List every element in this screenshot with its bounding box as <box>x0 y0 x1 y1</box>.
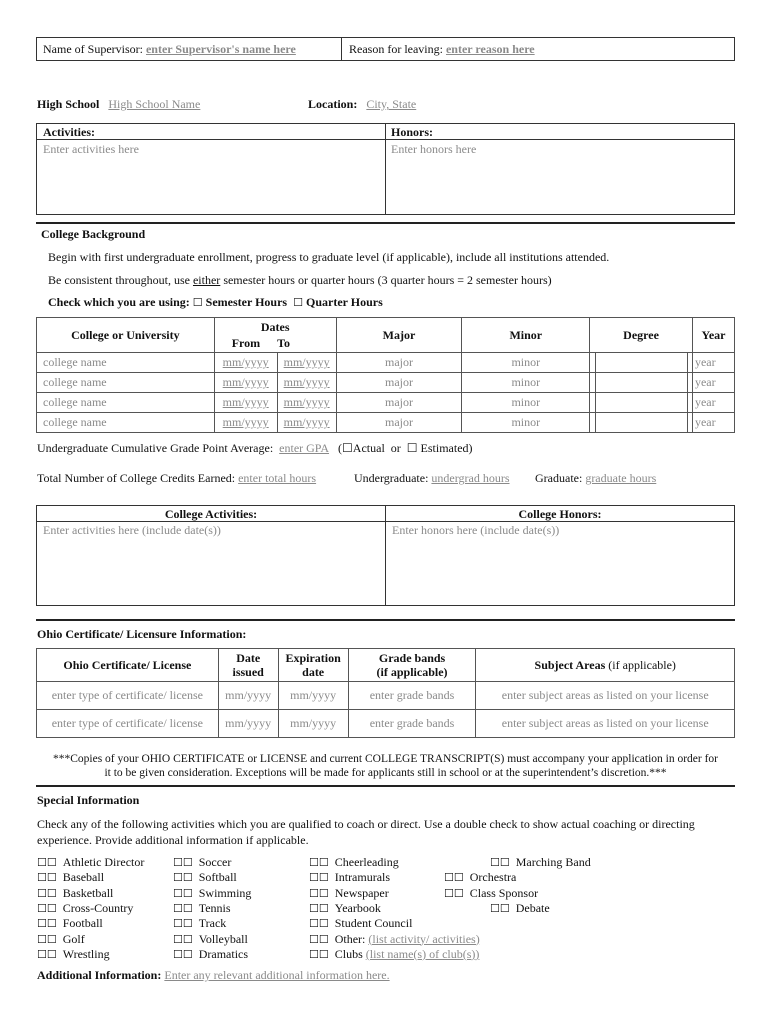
additional-info-label: Additional Information: <box>37 968 162 982</box>
double-checkbox[interactable]: ☐☐ <box>173 886 193 900</box>
from-date-input[interactable]: mm/yyyy <box>214 393 277 413</box>
hs-activities-box <box>36 123 735 215</box>
activity-label: Yearbook <box>334 900 381 915</box>
year-input[interactable]: year <box>692 373 734 393</box>
table-row <box>37 353 735 373</box>
reason-input[interactable]: enter reason here <box>445 42 535 56</box>
gpa-actual-checkbox[interactable]: (☐Actual <box>338 441 385 455</box>
activity-label: Baseball <box>62 870 105 885</box>
grade-bands-input[interactable]: enter grade bands <box>348 682 476 710</box>
double-checkbox[interactable]: ☐☐ <box>173 901 193 915</box>
activity-label: Clubs <box>334 946 366 961</box>
additional-info-row <box>37 968 390 983</box>
col-header-year: Year <box>692 318 734 353</box>
semester-checkbox[interactable]: ☐ <box>192 296 203 309</box>
hs-activities-input[interactable]: Enter activities here <box>43 142 139 156</box>
college-activities-label: College Activities: <box>164 507 258 521</box>
location-label: Location: <box>308 97 358 111</box>
degree-input[interactable] <box>596 413 688 433</box>
section-divider <box>36 619 735 621</box>
grade-bands-input[interactable]: enter grade bands <box>348 710 476 738</box>
to-date-input[interactable]: mm/yyyy <box>277 353 336 373</box>
activity-student-council <box>309 916 412 931</box>
activity-cheerleading <box>309 855 399 870</box>
location-input[interactable]: City, State <box>366 97 417 111</box>
activity-label: Cheerleading <box>334 855 399 869</box>
expiration-date-input[interactable]: mm/yyyy <box>278 682 348 710</box>
certificate-heading: Ohio Certificate/ Licensure Information: <box>37 627 247 641</box>
double-checkbox[interactable]: ☐☐ <box>309 886 329 900</box>
activity-label: Other: <box>334 931 369 946</box>
double-checkbox[interactable]: ☐☐ <box>309 871 329 885</box>
grad-input[interactable]: graduate hours <box>585 471 657 485</box>
activity-detail-input[interactable]: (list activity/ activities) <box>368 931 480 946</box>
minor-input[interactable]: minor <box>462 353 590 373</box>
col-header-subject: Subject Areas (if applicable) <box>476 649 735 682</box>
subject-areas-input[interactable]: enter subject areas as listed on your license <box>476 682 735 710</box>
supervisor-input[interactable]: enter Supervisor's name here <box>145 42 296 56</box>
double-checkbox[interactable]: ☐☐ <box>173 932 193 946</box>
certificate-notice: ***Copies of your OHIO CERTIFICATE or LICENSE and current COLLEGE TRANSCRIPT(S) must accompany your application in order for it to be given consideration. Exceptions will be made for applicants still in school or at the superintendent’s discretion.*** <box>52 753 719 779</box>
table-row <box>37 413 735 433</box>
table-row <box>37 682 735 710</box>
col-header-to: To <box>277 335 336 353</box>
college-name-input[interactable]: college name <box>37 413 215 433</box>
year-input[interactable]: year <box>692 393 734 413</box>
degree-input[interactable] <box>596 393 688 413</box>
hours-type-row <box>48 295 383 310</box>
activity-label: Debate <box>515 900 550 915</box>
degree-input[interactable] <box>596 353 688 373</box>
double-checkbox[interactable]: ☐☐ <box>490 901 510 915</box>
activity-clubs <box>309 947 479 962</box>
activity-tennis <box>173 901 231 916</box>
high-school-input[interactable]: High School Name <box>108 97 201 111</box>
double-checkbox[interactable]: ☐☐ <box>37 932 57 946</box>
activity-label: Golf <box>62 931 85 946</box>
activity-label: Soccer <box>198 855 232 869</box>
activity-label: Student Council <box>334 916 413 931</box>
major-input[interactable]: major <box>336 373 462 393</box>
minor-input[interactable]: minor <box>462 373 590 393</box>
double-checkbox[interactable]: ☐☐ <box>309 856 329 869</box>
activity-baseball <box>37 870 104 885</box>
activity-track <box>173 916 226 931</box>
activity-label: Dramatics <box>198 946 249 961</box>
activity-orchestra <box>444 870 516 885</box>
location-field <box>308 97 416 112</box>
section-divider <box>36 222 735 224</box>
col-header-college: College or University <box>37 318 215 353</box>
activity-wrestling <box>37 947 110 962</box>
major-input[interactable]: major <box>336 413 462 433</box>
activity-label: Class Sponsor <box>469 885 539 900</box>
activity-label: Orchestra <box>469 870 517 885</box>
activity-newspaper <box>309 886 389 901</box>
gpa-or: or <box>390 441 401 455</box>
degree-input[interactable] <box>596 373 688 393</box>
activity-basketball <box>37 886 113 901</box>
gpa-input[interactable]: enter GPA <box>279 441 330 455</box>
activity-label: Football <box>62 916 103 931</box>
double-checkbox[interactable]: ☐☐ <box>173 856 193 869</box>
double-checkbox[interactable]: ☐☐ <box>490 856 510 869</box>
activity-label: Tennis <box>198 900 231 915</box>
double-checkbox[interactable]: ☐☐ <box>309 932 329 946</box>
double-checkbox[interactable]: ☐☐ <box>309 901 329 915</box>
hs-activities-label: Activities: <box>43 125 95 139</box>
activity-label: Basketball <box>62 885 114 900</box>
from-date-input[interactable]: mm/yyyy <box>214 373 277 393</box>
col-header-date-issued: Date issued <box>218 649 278 682</box>
to-date-input[interactable]: mm/yyyy <box>277 413 336 433</box>
activity-label: Track <box>198 916 227 931</box>
college-honors-label: College Honors: <box>518 507 602 521</box>
col-header-major: Major <box>336 318 462 353</box>
undergrad-label: Undergraduate: <box>354 471 429 485</box>
double-checkbox[interactable]: ☐☐ <box>173 947 193 961</box>
reason-field <box>349 42 535 57</box>
activity-label: Softball <box>198 870 237 885</box>
college-name-input[interactable]: college name <box>37 373 215 393</box>
credits-label: Total Number of College Credits Earned: <box>37 471 236 485</box>
major-input[interactable]: major <box>336 393 462 413</box>
special-description: Check any of the following activities which you are qualified to coach or direct. Use a double check to show actual coaching or directing experience. Provide additional information if applicable. <box>37 817 695 847</box>
activity-label: Wrestling <box>62 946 110 961</box>
double-checkbox[interactable]: ☐☐ <box>37 947 57 961</box>
activity-athletic-director <box>37 855 144 870</box>
special-heading: Special Information <box>37 793 140 807</box>
semester-label: Semester Hours <box>205 295 288 309</box>
major-input[interactable]: major <box>336 353 462 373</box>
hs-honors-input[interactable]: Enter honors here <box>391 142 477 156</box>
hours-type-label: Check which you are using: <box>48 295 190 309</box>
issued-date-input[interactable]: mm/yyyy <box>218 682 278 710</box>
to-date-input[interactable]: mm/yyyy <box>277 393 336 413</box>
activity-label: Volleyball <box>198 931 248 946</box>
activity-dramatics <box>173 947 248 962</box>
grad-credits <box>535 471 656 486</box>
col-header-degree: Degree <box>590 318 693 353</box>
col-header-minor: Minor <box>462 318 590 353</box>
college-activities-box <box>36 505 735 606</box>
supervisor-label: Name of Supervisor: <box>43 42 143 56</box>
activity-debate <box>490 901 550 916</box>
undergrad-credits <box>354 471 510 486</box>
activity-soccer <box>173 855 231 870</box>
minor-input[interactable]: minor <box>462 393 590 413</box>
undergrad-input[interactable]: undergrad hours <box>431 471 510 485</box>
college-table <box>36 317 735 433</box>
table-row <box>37 373 735 393</box>
year-input[interactable]: year <box>692 353 734 373</box>
activity-marching-band <box>490 855 591 870</box>
activity-label: Cross-Country <box>62 900 134 915</box>
activity-label: Athletic Director <box>62 855 145 869</box>
issued-date-input[interactable]: mm/yyyy <box>218 710 278 738</box>
double-checkbox[interactable]: ☐☐ <box>173 871 193 885</box>
double-checkbox[interactable]: ☐☐ <box>309 917 329 931</box>
col-header-license: Ohio Certificate/ License <box>37 649 219 682</box>
certificate-table <box>36 648 735 738</box>
table-row <box>37 393 735 413</box>
credits-row <box>37 471 316 486</box>
activity-detail-input[interactable]: (list name(s) of club(s)) <box>365 946 480 961</box>
section-divider <box>36 785 735 787</box>
high-school-label: High School <box>37 97 100 111</box>
quarter-label: Quarter Hours <box>305 295 383 309</box>
activity-yearbook <box>309 901 381 916</box>
activity-label: Marching Band <box>515 855 591 869</box>
year-input[interactable]: year <box>692 413 734 433</box>
activity-softball <box>173 870 237 885</box>
additional-info-input[interactable]: Enter any relevant additional information here. <box>164 968 390 982</box>
activity-label: Swimming <box>198 885 252 900</box>
activity-cross-country <box>37 901 133 916</box>
activity-football <box>37 916 103 931</box>
double-checkbox[interactable]: ☐☐ <box>309 947 329 961</box>
subject-areas-input[interactable]: enter subject areas as listed on your license <box>476 710 735 738</box>
college-name-input[interactable]: college name <box>37 353 215 373</box>
from-date-input[interactable]: mm/yyyy <box>214 353 277 373</box>
table-row <box>37 710 735 738</box>
college-background-heading: College Background <box>41 227 146 241</box>
quarter-checkbox[interactable]: ☐ <box>293 296 303 309</box>
col-header-expiration: Expiration date <box>278 649 348 682</box>
col-header-from: From <box>214 335 277 353</box>
license-type-input[interactable]: enter type of certificate/ license <box>37 682 219 710</box>
double-checkbox[interactable]: ☐☐ <box>37 871 57 885</box>
college-activities-input[interactable]: Enter activities here (include date(s)) <box>43 523 221 537</box>
from-date-input[interactable]: mm/yyyy <box>214 413 277 433</box>
to-date-input[interactable]: mm/yyyy <box>277 373 336 393</box>
double-checkbox[interactable]: ☐☐ <box>444 871 464 885</box>
double-checkbox[interactable]: ☐☐ <box>173 917 193 931</box>
activity-label: Intramurals <box>334 870 391 885</box>
hs-honors-label: Honors: <box>391 125 433 139</box>
college-name-input[interactable]: college name <box>37 393 215 413</box>
expiration-date-input[interactable]: mm/yyyy <box>278 710 348 738</box>
reason-label: Reason for leaving: <box>349 42 443 56</box>
supervisor-field <box>43 42 296 57</box>
employment-row <box>36 37 735 61</box>
activity-label: Newspaper <box>334 885 389 900</box>
license-type-input[interactable]: enter type of certificate/ license <box>37 710 219 738</box>
credits-input[interactable]: enter total hours <box>238 471 317 485</box>
gpa-label: Undergraduate Cumulative Grade Point Average: <box>37 441 274 455</box>
activity-other <box>309 932 480 947</box>
college-honors-input[interactable]: Enter honors here (include date(s)) <box>392 523 560 537</box>
double-checkbox[interactable]: ☐☐ <box>37 917 57 931</box>
double-checkbox[interactable]: ☐☐ <box>37 886 57 900</box>
college-instructions-2: Be consistent throughout, use either semester hours or quarter hours (3 quarter hours = 2 semester hours) <box>48 273 552 287</box>
minor-input[interactable]: minor <box>462 413 590 433</box>
double-checkbox[interactable]: ☐☐ <box>37 856 57 869</box>
high-school-field <box>37 97 200 112</box>
activity-swimming <box>173 886 251 901</box>
activity-volleyball <box>173 932 248 947</box>
gpa-row <box>37 441 473 456</box>
col-header-grade-bands: Grade bands (if applicable) <box>348 649 476 682</box>
activity-intramurals <box>309 870 390 885</box>
double-checkbox[interactable]: ☐☐ <box>37 901 57 915</box>
col-header-dates: Dates <box>214 318 336 336</box>
activity-class-sponsor <box>444 886 538 901</box>
gpa-estimated-checkbox[interactable]: ☐ Estimated) <box>406 441 473 455</box>
activity-golf <box>37 932 85 947</box>
double-checkbox[interactable]: ☐☐ <box>444 886 464 900</box>
college-instructions-1: Begin with first undergraduate enrollment, progress to graduate level (if applicable), include all institutions attended. <box>48 250 610 264</box>
grad-label: Graduate: <box>535 471 583 485</box>
